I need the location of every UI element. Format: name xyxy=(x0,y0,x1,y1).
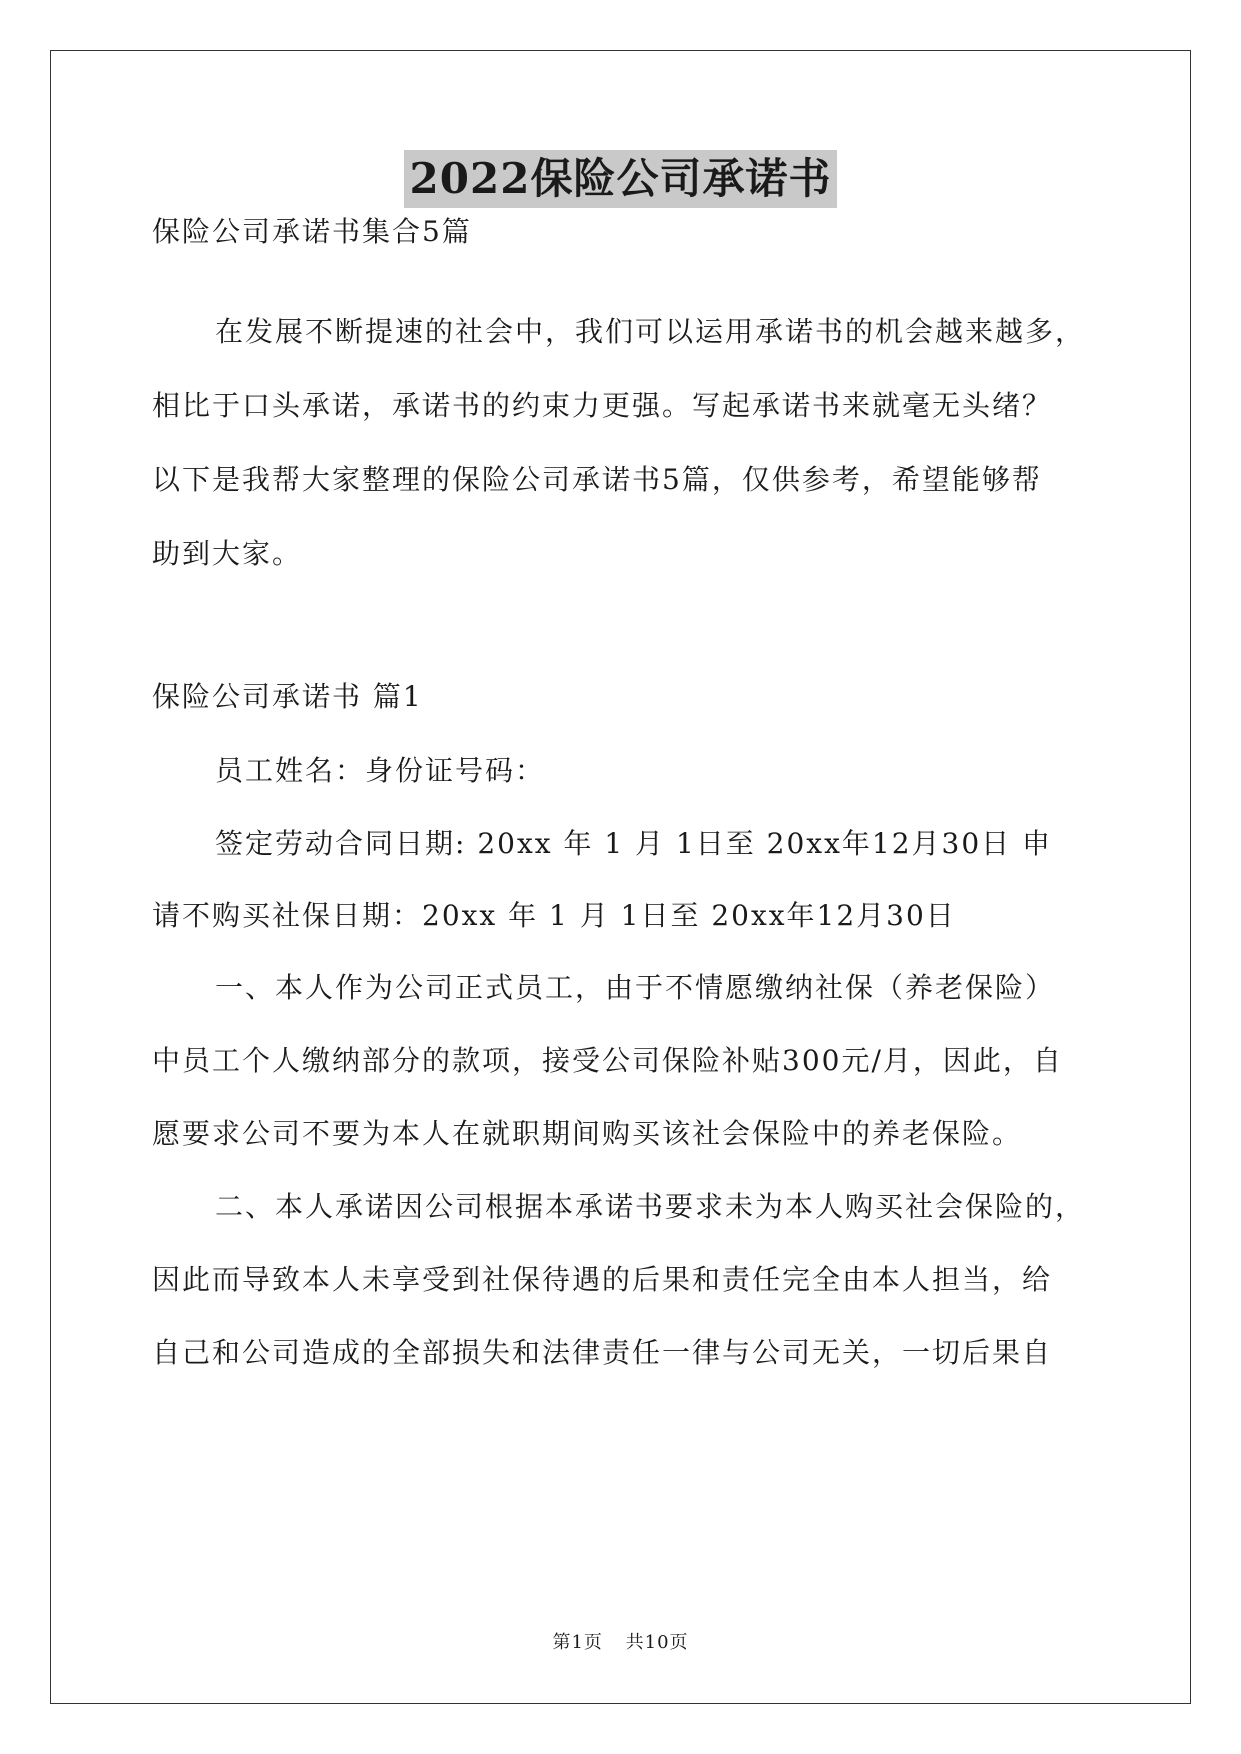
body-line-8: 因此而导致本人未享受到社保待遇的后果和责任完全由本人担当，给 xyxy=(152,1263,1053,1296)
body-line-2: 签定劳动合同日期: 20xx 年 1 月 1日至 20xx年12月30日 申 xyxy=(215,827,1053,860)
intro-line-2: 相比于口头承诺，承诺书的约束力更强。写起承诺书来就毫无头绪？ xyxy=(152,389,1053,422)
body-line-9: 自己和公司造成的全部损失和法律责任一律与公司无关，一切后果自 xyxy=(152,1336,1053,1369)
page-footer xyxy=(0,1628,1241,1654)
body-line-1: 员工姓名：身份证号码： xyxy=(215,754,546,787)
body-line-7: 二、本人承诺因公司根据本承诺书要求未为本人购买社会保险的， xyxy=(215,1190,1086,1223)
intro-line-3: 以下是我帮大家整理的保险公司承诺书5篇，仅供参考，希望能够帮 xyxy=(152,463,1042,496)
intro-line-1: 在发展不断提速的社会中，我们可以运用承诺书的机会越来越多， xyxy=(215,315,1086,348)
page-number: 第1页 xyxy=(552,1632,603,1653)
page-border xyxy=(50,50,1191,1704)
body-line-3: 请不购买社保日期：20xx 年 1 月 1日至 20xx年12月30日 xyxy=(152,899,956,932)
section-heading: 保险公司承诺书 篇1 xyxy=(152,680,423,713)
page-total: 共10页 xyxy=(625,1632,689,1653)
document-subtitle: 保险公司承诺书集合5篇 xyxy=(152,215,472,248)
body-line-5: 中员工个人缴纳部分的款项，接受公司保险补贴300元/月，因此，自 xyxy=(152,1044,1063,1077)
document-title: 2022保险公司承诺书 xyxy=(404,150,838,208)
title-container xyxy=(0,150,1241,208)
intro-line-4: 助到大家。 xyxy=(152,537,303,570)
body-line-4: 一、本人作为公司正式员工，由于不情愿缴纳社保（养老保险） xyxy=(215,971,1056,1004)
body-line-6: 愿要求公司不要为本人在就职期间购买该社会保险中的养老保险。 xyxy=(152,1117,1023,1150)
